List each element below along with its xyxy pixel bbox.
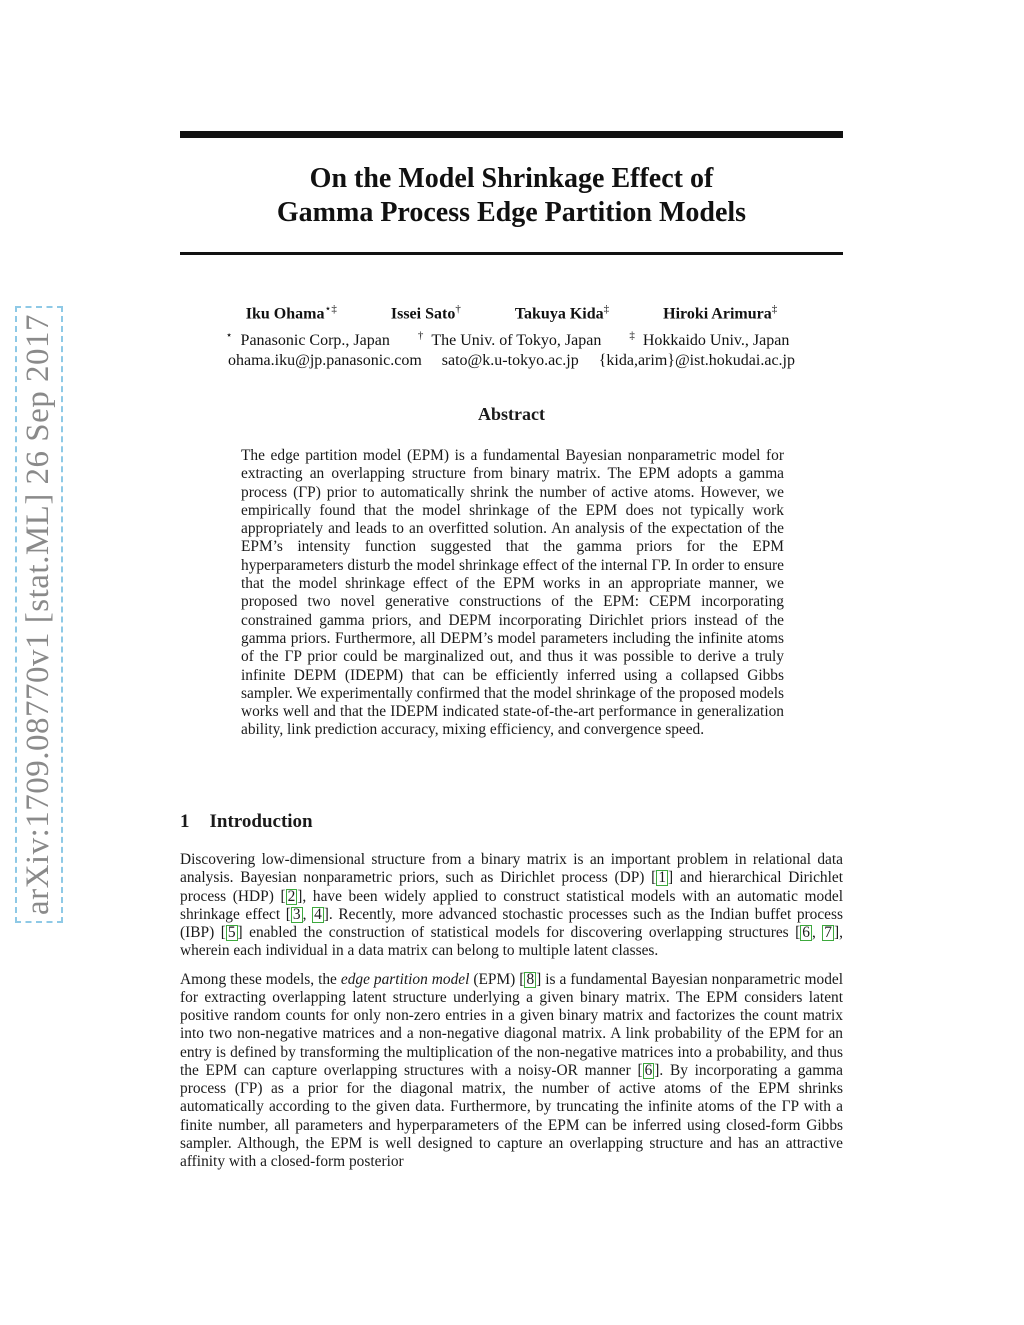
section-number: 1 (180, 811, 190, 832)
affiliation-2: † The Univ. of Tokyo, Japan (417, 329, 602, 349)
title-rule-bottom (180, 252, 843, 255)
title-rule-top (180, 131, 843, 138)
citation-link[interactable]: 3 (292, 905, 301, 923)
author-2: Issei Sato† (390, 303, 461, 323)
affiliation-1: ⋆ Panasonic Corp., Japan (225, 329, 390, 349)
arxiv-stamp (15, 306, 63, 923)
citation-link[interactable]: 7 (824, 924, 832, 941)
email-2[interactable]: sato@k.u-tokyo.ac.jp (441, 351, 579, 369)
introduction-body (180, 851, 843, 1181)
citation-link[interactable]: 2 (287, 887, 296, 905)
affiliations (180, 325, 843, 350)
paper-title-line2: Gamma Process Edge Partition Models (276, 197, 747, 228)
author-3: Takuya Kida‡ (514, 303, 610, 323)
intro-paragraph-1: Discovering low-dimensional structure from a binary matrix is an important problem in relational data analysis. Bayesian nonparametric priors, such as Dirichlet process (DP) [ 1 ] and hierarchical Dirichlet process (HDP) [ 2 ], have been widely applied to construct statistical models with an automatic model shrinkage effect [ 3 , 4 ]. Recently, more advanced stochastic processes such as the Indian buffet process (IBP) [ 5 ] enabled the construction of statistical models for discovering overlapping structures [ 6 , 7 ], wherein each individual in a data matrix can belong to multiple latent classes. (180, 851, 843, 960)
author-1: Iku Ohama⋆‡ (245, 303, 337, 323)
abstract-heading: Abstract (478, 404, 545, 424)
author-emails (180, 351, 843, 371)
citation-link[interactable]: 4 (314, 905, 322, 923)
author-4: Hiroki Arimura‡ (663, 303, 778, 323)
emphasis-term: edge partition model (340, 970, 470, 988)
citation-link[interactable]: 5 (227, 924, 236, 941)
citation-link[interactable]: 1 (658, 869, 667, 887)
arxiv-stamp-text: arXiv:1709.08770v1 [stat.ML] 26 Sep 2017 (20, 313, 57, 916)
email-3[interactable]: {kida,arim}@ist.hokudai.ac.jp (598, 351, 795, 369)
paper-title-line1: On the Model Shrinkage Effect of (309, 163, 714, 194)
email-1[interactable]: ohama.iku@jp.panasonic.com (227, 351, 422, 369)
author-block (180, 298, 843, 371)
citation-link[interactable]: 8 (526, 970, 535, 988)
section-heading-introduction (180, 811, 313, 833)
section-title: Introduction (209, 811, 313, 832)
abstract-text: The edge partition model (EPM) is a fundamental Bayesian nonparametric model for extracting an overlapping structure from binary matrix. The EPM adopts a gamma process (ΓP) prior to automatically shrink the number of active atoms. However, we empirically found that the model shrinkage of the EPM does not typically work appropriately and leads to an overfitted solution. An analysis of the expectation of the EPM’s intensity function suggested that the gamma priors for the EPM hyperparameters disturb the model shrinkage effect of the internal ΓP. In order to ensure that the model shrinkage effect of the EPM works in an appropriate manner, we proposed two novel generative constructions of the EPM: CEPM incorporating constrained gamma priors, and DEPM incorporating Dirichlet priors instead of the gamma priors. Furthermore, all DEPM’s model parameters including the infinite atoms of the ΓP prior could be marginalized out, and thus it was possible to derive a truly infinite DEPM (IDEPM) that can be efficiently inferred using a collapsed Gibbs sampler. We experimentally confirmed that the model shrinkage of the proposed models works well and that the IDEPM indicated state-of-the-art performance in generalization ability, link prediction accuracy, mixing efficiency, and convergence speed. (241, 447, 784, 739)
intro-paragraph-2: Among these models, the edge partition model (EPM) [ 8 ] is a fundamental Bayesian nonparametric model for extracting overlapping latent structure underlying a given binary matrix. The EPM considers latent positive random counts for only non-zero entries in a given binary matrix and factorizes the count matrix into two non-negative matrices and a non-negative diagonal matrix. A link probability of the EPM for an entry is defined by transforming the multiplication of the non-negative matrices into a probability, and thus the EPM can capture overlapping structures with a noisy-OR manner [ 6 ]. By incorporating a gamma process (ΓP) as a prior for the diagonal matrix, the number of active atoms of the EPM shrinks automatically according to the given data. Furthermore, by truncating the infinite atoms of the ΓP with a finite number, all parameters and hyperparameters of the EPM can be inferred using closed-form Gibbs sampler. Although, the EPM is well designed to capture an overlapping structure and has an attractive affinity with a closed-form posterior (180, 970, 844, 1170)
affiliation-3: ‡ Hokkaido Univ., Japan (629, 329, 790, 349)
author-names (180, 298, 843, 325)
citation-link[interactable]: 6 (802, 924, 810, 941)
paper-title (180, 162, 843, 230)
citation-link[interactable]: 6 (644, 1061, 653, 1079)
